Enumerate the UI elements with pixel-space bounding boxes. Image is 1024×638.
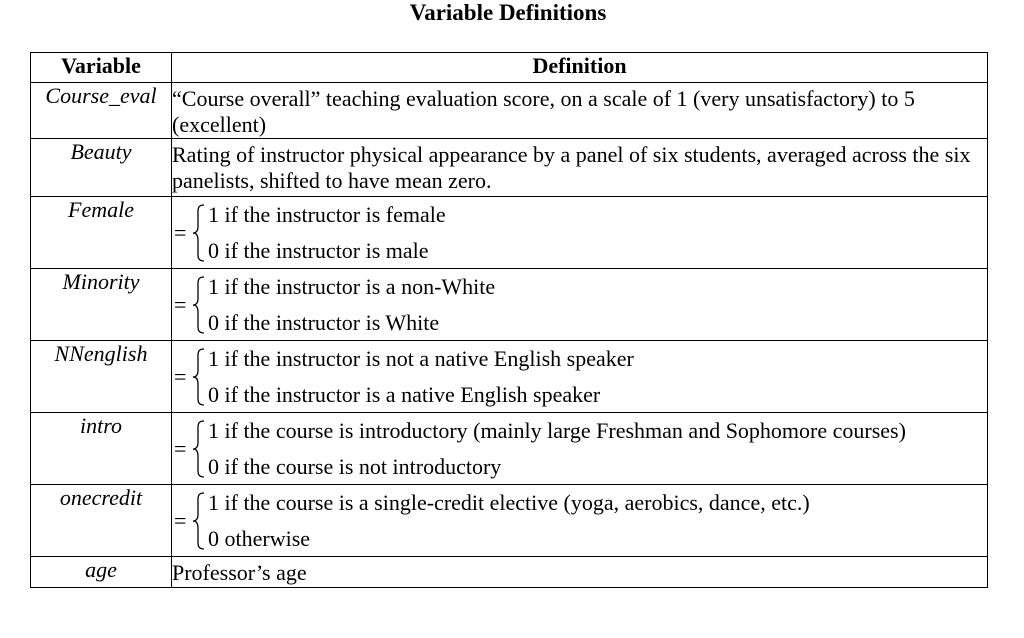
case-true-text: 1 if the course is a single-credit elective (yoga, aerobics, dance, etc.) bbox=[208, 489, 810, 515]
variable-definition: Rating of instructor physical appearance by a panel of six students, averaged across the six panelists, shifted to have mean zero. bbox=[172, 139, 988, 197]
column-header-variable: Variable bbox=[31, 53, 172, 83]
variable-definitions-table bbox=[30, 52, 988, 588]
variable-name: Beauty bbox=[31, 139, 172, 197]
left-brace-icon bbox=[192, 492, 206, 550]
table-row bbox=[31, 83, 988, 139]
case-false-text: 0 otherwise bbox=[208, 525, 311, 551]
equals-sign: = bbox=[174, 507, 187, 533]
case-true-text: 1 if the course is introductory (mainly large Freshman and Sophomore courses) bbox=[208, 417, 906, 443]
case-true-text: 1 if the instructor is female bbox=[208, 201, 446, 227]
variable-name: Course_eval bbox=[31, 83, 172, 139]
table-row bbox=[31, 413, 988, 485]
variable-definition bbox=[172, 413, 988, 485]
variable-name: Minority bbox=[31, 269, 172, 341]
table-row bbox=[31, 557, 988, 588]
equals-sign: = bbox=[174, 291, 187, 317]
equals-sign: = bbox=[174, 435, 187, 461]
equals-sign: = bbox=[174, 219, 187, 245]
equals-sign: = bbox=[174, 363, 187, 389]
table-row bbox=[31, 139, 988, 197]
variable-name: intro bbox=[31, 413, 172, 485]
case-false-text: 0 if the instructor is a native English speaker bbox=[208, 381, 601, 407]
case-true-text: 1 if the instructor is a non-White bbox=[208, 273, 496, 299]
variable-name: age bbox=[31, 557, 172, 588]
case-true-text: 1 if the instructor is not a native English speaker bbox=[208, 345, 634, 371]
table-title: Variable Definitions bbox=[409, 0, 607, 25]
variable-definition bbox=[172, 341, 988, 413]
variable-definition: “Course overall” teaching evaluation score, on a scale of 1 (very unsatisfactory) to 5 (excellent) bbox=[172, 83, 988, 139]
variable-definition bbox=[172, 197, 988, 269]
variable-name: Female bbox=[31, 197, 172, 269]
left-brace-icon bbox=[192, 204, 206, 262]
variable-name: NNenglish bbox=[31, 341, 172, 413]
variable-definition bbox=[172, 269, 988, 341]
variable-name: onecredit bbox=[31, 485, 172, 557]
left-brace-icon bbox=[192, 276, 206, 334]
table-row bbox=[31, 269, 988, 341]
case-false-text: 0 if the course is not introductory bbox=[208, 453, 502, 479]
case-false-text: 0 if the instructor is White bbox=[208, 309, 440, 335]
table-row bbox=[31, 341, 988, 413]
table-header-row bbox=[31, 53, 988, 83]
left-brace-icon bbox=[192, 348, 206, 406]
table-row bbox=[31, 197, 988, 269]
variable-definition bbox=[172, 485, 988, 557]
column-header-definition: Definition bbox=[172, 53, 988, 83]
table-row bbox=[31, 485, 988, 557]
variable-definition: Professor’s age bbox=[172, 557, 988, 588]
left-brace-icon bbox=[192, 420, 206, 478]
case-false-text: 0 if the instructor is male bbox=[208, 237, 429, 263]
